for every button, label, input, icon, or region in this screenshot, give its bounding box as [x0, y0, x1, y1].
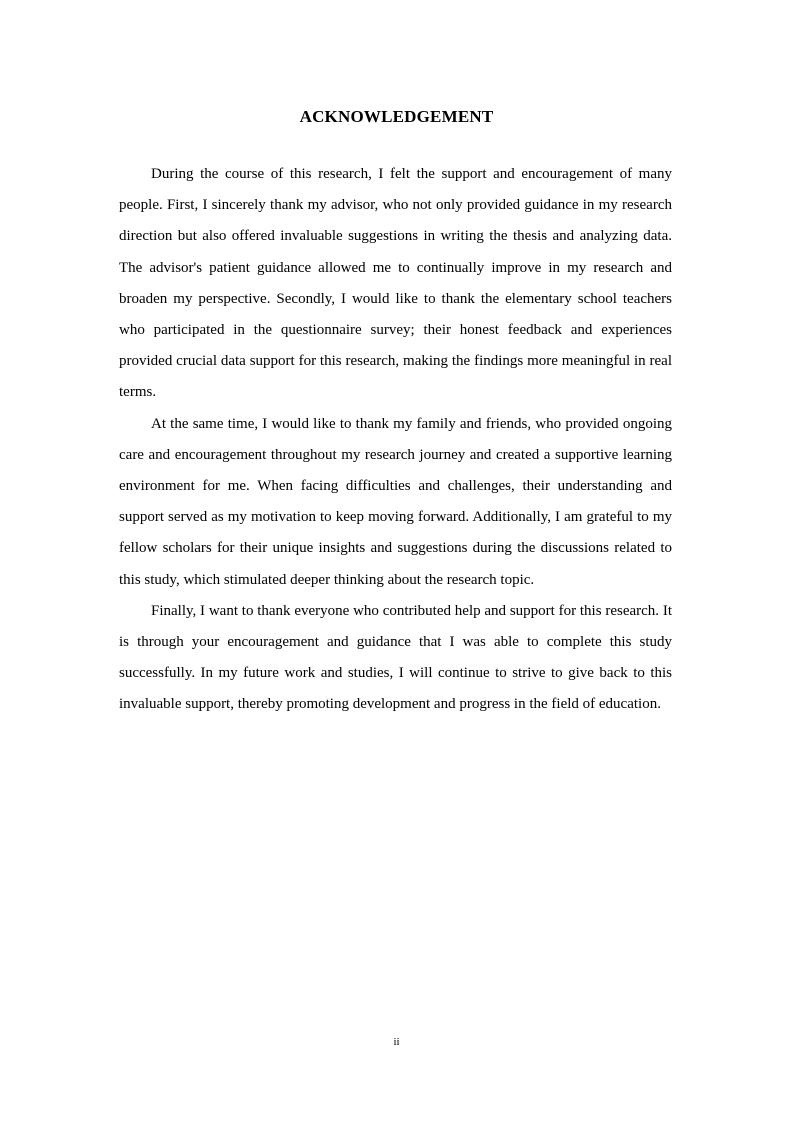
paragraph-3: Finally, I want to thank everyone who contributed help and support for this research. It is through your encouragement and guidance that I was able to complete this study successfully. In my future work and studies, I will continue to strive to give back to this invaluable support, thereby promoting development and progress in the field of education.	[119, 602, 672, 713]
acknowledgement-body	[119, 159, 672, 721]
paragraph-1: During the course of this research, I felt the support and encouragement of many people. First, I sincerely thank my advisor, who not only provided guidance in my research direction but also offered invaluable suggestions in writing the thesis and analyzing data. The advisor's patient guidance allowed me to continually improve in my research and broaden my perspective. Secondly, I would like to thank the elementary school teachers who participated in the questionnaire survey; their honest feedback and experiences provided crucial data support for this research, making the findings more meaningful in real terms.	[119, 166, 672, 401]
page-title: ACKNOWLEDGEMENT	[299, 107, 494, 126]
page-number: ii	[393, 1036, 400, 1048]
paragraph-2: At the same time, I would like to thank my family and friends, who provided ongoing care and encouragement throughout my research journey and created a supportive learning environment for me. When facing difficulties and challenges, their understanding and support served as my motivation to keep moving forward. Additionally, I am grateful to my fellow scholars for their unique insights and suggestions during the discussions related to this study, which stimulated deeper thinking about the research topic.	[119, 415, 672, 588]
